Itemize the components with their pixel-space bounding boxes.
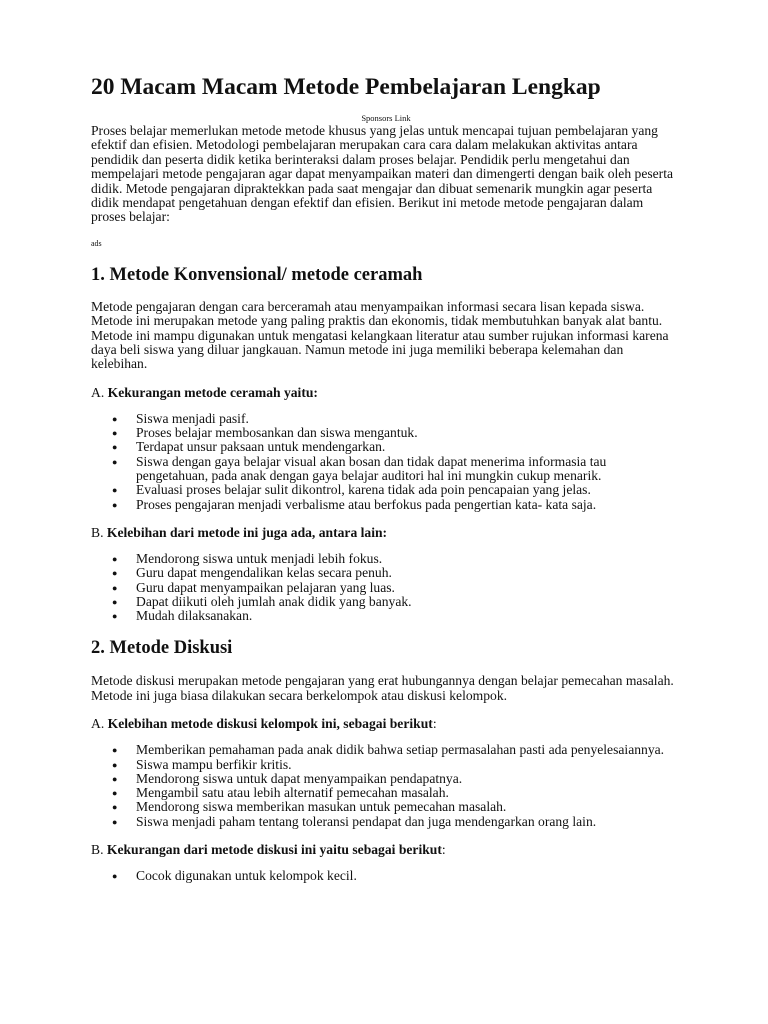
ads-label: ads	[91, 238, 102, 248]
sub-heading: Kelebihan metode diskusi kelompok ini, sebagai berikut	[107, 716, 433, 732]
bullet-icon: ●	[112, 582, 118, 593]
section-2-list-a	[91, 743, 681, 829]
list-item-text: Guru dapat menyampaikan pelajaran yang luas.	[136, 579, 395, 595]
sub-suffix: :	[432, 716, 437, 732]
list-item	[91, 772, 681, 786]
bullet-icon: ●	[112, 553, 118, 564]
list-item	[91, 412, 681, 426]
section-1-list-a	[91, 412, 681, 512]
bullet-icon: ●	[112, 788, 118, 799]
list-item-text: Siswa menjadi paham tentang toleransi pendapat dan juga mendengarkan orang lain.	[136, 813, 597, 829]
bullet-icon: ●	[112, 871, 118, 882]
list-item-text: Memberikan pemahaman pada anak didik bahwa setiap permasalahan pasti ada penyelesaiannya.	[136, 742, 665, 758]
section-2-list-b	[91, 869, 681, 883]
list-item-text: Guru dapat mengendalikan kelas secara penuh.	[136, 565, 392, 581]
bullet-icon: ●	[112, 596, 118, 607]
list-item	[91, 609, 681, 623]
bullet-icon: ●	[112, 499, 118, 510]
list-item	[91, 595, 681, 609]
bullet-icon: ●	[112, 773, 118, 784]
list-item	[91, 743, 681, 757]
section-2-sub-b	[91, 842, 681, 857]
list-item-text: Mengambil satu atau lebih alternatif pemecahan masalah.	[136, 785, 449, 801]
section-1-heading: 1. Metode Konvensional/ metode ceramah	[91, 264, 423, 285]
document-page	[91, 74, 681, 883]
bullet-icon: ●	[112, 816, 118, 827]
list-item	[91, 455, 681, 484]
list-item	[91, 552, 681, 566]
bullet-icon: ●	[112, 456, 118, 467]
section-1-sub-b	[91, 525, 681, 540]
bullet-icon: ●	[112, 802, 118, 813]
list-item-text: Mendorong siswa memberikan masukan untuk pemecahan masalah.	[136, 799, 507, 815]
list-item	[91, 758, 681, 772]
list-item-text: Proses belajar membosankan dan siswa mengantuk.	[136, 425, 418, 441]
sub-heading: Kelebihan dari metode ini juga ada, antara lain:	[106, 524, 388, 540]
bullet-icon: ●	[112, 745, 118, 756]
sponsors-link[interactable]: Sponsors Link	[361, 113, 411, 123]
list-item-text: Dapat diikuti oleh jumlah anak didik yang banyak.	[136, 593, 412, 609]
list-item	[91, 581, 681, 595]
bullet-icon: ●	[112, 413, 118, 424]
sub-prefix: A.	[91, 716, 108, 732]
list-item	[91, 800, 681, 814]
article-title: 20 Macam Macam Metode Pembelajaran Lengkap	[91, 74, 601, 100]
section-2-sub-a	[91, 716, 681, 731]
section-2-heading: 2. Metode Diskusi	[91, 638, 233, 659]
sub-prefix: B.	[91, 524, 107, 540]
sub-prefix: A.	[91, 384, 108, 400]
list-item	[91, 869, 681, 883]
intro-paragraph: Proses belajar memerlukan metode metode khusus yang jelas untuk mencapai tujuan pembelajaran yang efektif dan efisien. Metodologi pembelajaran merupakan cara cara dalam melakukan aktivitas antara pendidik dan peserta didik ketika berinteraksi dalam proses belajar. Pendidik perlu mengetahui dan mempelajari metode pengajaran agar dapat menyampaikan materi dan dimengerti dengan baik oleh peserta didik. Metode pengajaran dipraktekkan pada saat mengajar dan dibuat semenarik mungkin agar peserta didik mendapat pengetahuan dengan efektif dan efisien. Berikut ini metode metode pengajaran dalam proses belajar:	[91, 123, 674, 225]
list-item-text: Cocok digunakan untuk kelompok kecil.	[136, 868, 357, 884]
list-item	[91, 566, 681, 580]
bullet-icon: ●	[112, 759, 118, 770]
bullet-icon: ●	[112, 485, 118, 496]
bullet-icon: ●	[112, 442, 118, 453]
sub-prefix: B.	[91, 842, 107, 858]
sub-heading: Kekurangan metode ceramah yaitu:	[107, 384, 318, 400]
list-item	[91, 483, 681, 497]
list-item-text: Siswa dengan gaya belajar visual akan bosan dan tidak dapat menerima informasia tau pengetahuan, pada anak dengan gaya belajar auditori hal ini mungkin cukup menarik.	[136, 453, 607, 484]
bullet-icon: ●	[112, 611, 118, 622]
list-item-text: Siswa mampu berfikir kritis.	[136, 756, 292, 772]
list-item	[91, 426, 681, 440]
list-item-text: Proses pengajaran menjadi verbalisme atau berfokus pada pengertian kata- kata saja.	[136, 496, 597, 512]
bullet-icon: ●	[112, 428, 118, 439]
list-item-text: Evaluasi proses belajar sulit dikontrol, karena tidak ada poin pencapaian yang jelas.	[136, 482, 591, 498]
sub-suffix: :	[441, 842, 446, 858]
section-1-list-b	[91, 552, 681, 623]
list-item	[91, 440, 681, 454]
list-item-text: Mendorong siswa untuk dapat menyampaikan pendapatnya.	[136, 770, 463, 786]
section-1-sub-a	[91, 385, 681, 400]
section-1-paragraph: Metode pengajaran dengan cara berceramah atau menyampaikan informasi secara lisan kepada siswa. Metode ini merupakan metode yang paling praktis dan ekonomis, tidak membutuhkan banyak alat bantu. Metode ini mampu digunakan untuk mengatasi kelangkaan literatur atau sumber rujukan informasi karena daya beli siswa yang diluar jangkauan. Namun metode ini juga memiliki beberapa kelemahan dan kelebihan.	[91, 298, 669, 372]
list-item-text: Siswa menjadi pasif.	[136, 410, 249, 426]
section-2-paragraph: Metode diskusi merupakan metode pengajaran yang erat hubungannya dengan belajar pemecahan masalah. Metode ini juga biasa dilakukan secara berkelompok atau diskusi kelompok.	[91, 673, 674, 703]
bullet-icon: ●	[112, 568, 118, 579]
list-item	[91, 786, 681, 800]
list-item-text: Terdapat unsur paksaan untuk mendengarkan.	[136, 439, 386, 455]
list-item	[91, 815, 681, 829]
sub-heading: Kekurangan dari metode diskusi ini yaitu sebagai berikut	[106, 842, 442, 858]
list-item-text: Mudah dilaksanakan.	[136, 608, 253, 624]
list-item	[91, 498, 681, 512]
list-item-text: Mendorong siswa untuk menjadi lebih fokus.	[136, 550, 383, 566]
